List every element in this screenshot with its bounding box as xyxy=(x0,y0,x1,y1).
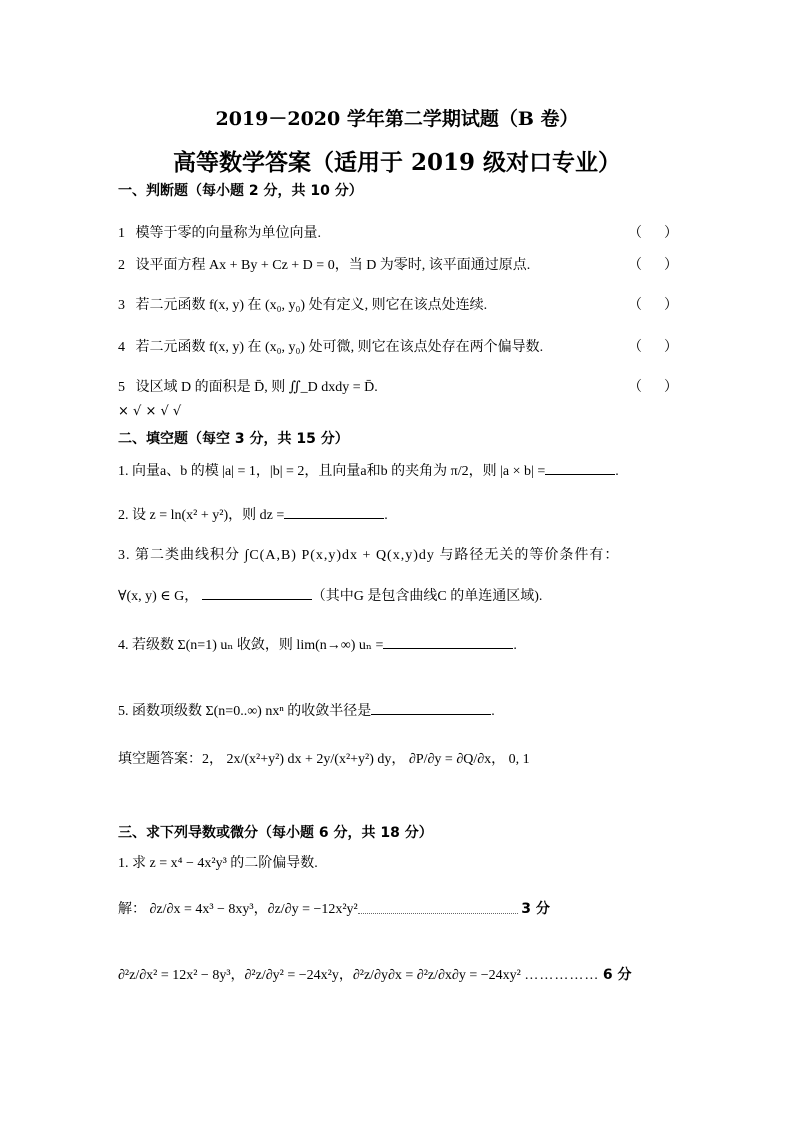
paren-open: （ xyxy=(628,258,642,273)
derivative-problem-1: 1. 求 z = x⁴ − 4x²y³ 的二阶偏导数. xyxy=(118,856,318,871)
dotted-leader: …………… xyxy=(524,968,600,983)
section1-heading: 一、判断题（每小题 2 分，共 10 分） xyxy=(118,183,363,199)
answer-label: 填空题答案： xyxy=(118,752,202,767)
judge-item-4 xyxy=(118,336,543,356)
answer-blank xyxy=(371,702,491,715)
section1-answers: × √ × √ √ xyxy=(118,404,182,419)
fill-item-1: 1. 向量a、b 的模 |a| = 1，|b| = 2，且向量a和b 的夹角为 π/2，则 |a × b| = . xyxy=(118,464,619,479)
answer-blank xyxy=(383,636,513,649)
judge-item-3 xyxy=(118,294,487,314)
answer-paren-1 xyxy=(628,222,678,242)
answer-blank xyxy=(545,462,615,475)
step-2-text: ∂²z/∂x² = 12x² − 8y³，∂²z/∂y² = −24x²y，∂²z/∂y∂x = ∂²z/∂x∂y = −24xy² xyxy=(118,968,521,983)
paren-close: ） xyxy=(664,380,678,395)
judge-item-1 xyxy=(118,222,321,242)
answer-4: 0 xyxy=(508,752,516,767)
answer-blank xyxy=(202,587,312,600)
exam-title: 2019－2020 学年第二学期试题（B 卷） xyxy=(215,108,579,130)
fill-item-3 xyxy=(118,544,619,564)
paren-close: ） xyxy=(664,340,678,355)
paren-open: （ xyxy=(628,226,642,241)
step-1-score: 3 分 xyxy=(521,901,550,917)
paren-open: （ xyxy=(628,340,642,355)
paren-close: ） xyxy=(664,258,678,273)
answer-blank xyxy=(284,506,384,519)
judge-item-2 xyxy=(118,254,530,274)
item-text: 5. 函数项级数 Σ(n=0..∞) nxⁿ 的收敛半径是 xyxy=(118,704,372,719)
section2-heading: 二、填空题（每空 3 分，共 15 分） xyxy=(118,431,349,447)
fill-item-4: 4. 若级数 Σ(n=1) uₙ 收敛，则 lim(n→∞) uₙ = . xyxy=(118,638,517,653)
solution-label: 解： xyxy=(118,902,146,917)
fill-item-2: 2. 设 z = ln(x² + y²)，则 dz = . xyxy=(118,508,388,523)
answer-3: ∂P/∂y = ∂Q/∂x xyxy=(408,752,492,767)
item-text: 1. 向量a、b 的模 |a| = 1，|b| = 2，且向量a和b 的夹角为 π/2，则 |a × b| = xyxy=(118,464,546,479)
paren-close: ） xyxy=(664,226,678,241)
item-text: 3. 第二类曲线积分 ∫C(A,B) P(x,y)dx + Q(x,y)dy 与路径无关的等价条件有： xyxy=(118,548,620,563)
fill-item-3-condition xyxy=(118,585,542,605)
paren-close: ） xyxy=(664,298,678,313)
item-text: 2. 设 z = ln(x² + y²)，则 dz = xyxy=(118,508,285,523)
dotted-leader xyxy=(358,905,518,914)
solution-step-2 xyxy=(118,964,631,984)
paren-open: （ xyxy=(628,298,642,313)
item-text: 4. 若级数 Σ(n=1) uₙ 收敛，则 lim(n→∞) uₙ = xyxy=(118,638,384,653)
answer-paren-5 xyxy=(628,376,678,396)
answer-paren-4 xyxy=(628,336,678,356)
item-text: 设平面方程 Ax + By + Cz + D = 0，当 D 为零时, 该平面通过原点. xyxy=(135,258,531,273)
answer-paren-3 xyxy=(628,294,678,314)
paren-open: （ xyxy=(628,380,642,395)
fill-item-5: 5. 函数项级数 Σ(n=0..∞) nxⁿ 的收敛半径是 . xyxy=(118,704,495,719)
fill-answers: 填空题答案：2， 2x/(x²+y²) dx + 2y/(x²+y²) dy， ∂P/∂y = ∂Q/∂x， 0, 1 xyxy=(118,752,530,767)
item-tail: （其中G 是包含曲线C 的单连通区域). xyxy=(311,589,543,604)
item-text: 模等于零的向量称为单位向量. xyxy=(135,226,321,241)
item-number: 4 xyxy=(118,340,125,355)
answer-paren-2 xyxy=(628,254,678,274)
answer-2: 2x/(x²+y²) dx + 2y/(x²+y²) dy xyxy=(226,752,392,767)
exam-subtitle: 高等数学答案（适用于 2019 级对口专业） xyxy=(172,149,622,176)
item-text: 设区域 D 的面积是 D̄, 则 ∬_D dxdy = D̄. xyxy=(135,380,378,395)
item-text: 若二元函数 f(x, y) 在 (x₀, y₀) 处有定义, 则它在该点处连续. xyxy=(135,298,488,313)
item-number: 3 xyxy=(118,298,125,313)
step-1-text: ∂z/∂x = 4x³ − 8xy³，∂z/∂y = −12x²y² xyxy=(149,902,358,917)
item-number: 5 xyxy=(118,380,125,395)
item-text: ∀(x, y) ∈ G， xyxy=(118,589,199,604)
judge-item-5 xyxy=(118,376,378,396)
step-2-score: 6 分 xyxy=(602,967,632,983)
item-number: 1 xyxy=(118,226,125,241)
item-number: 2 xyxy=(118,258,125,273)
answer-5: 1 xyxy=(522,752,530,767)
section3-heading: 三、求下列导数或微分（每小题 6 分，共 18 分） xyxy=(118,825,433,841)
answer-1: 2 xyxy=(202,752,209,767)
item-text: 若二元函数 f(x, y) 在 (x₀, y₀) 处可微, 则它在该点处存在两个偏导数. xyxy=(135,340,544,355)
solution-step-1 xyxy=(118,898,550,918)
